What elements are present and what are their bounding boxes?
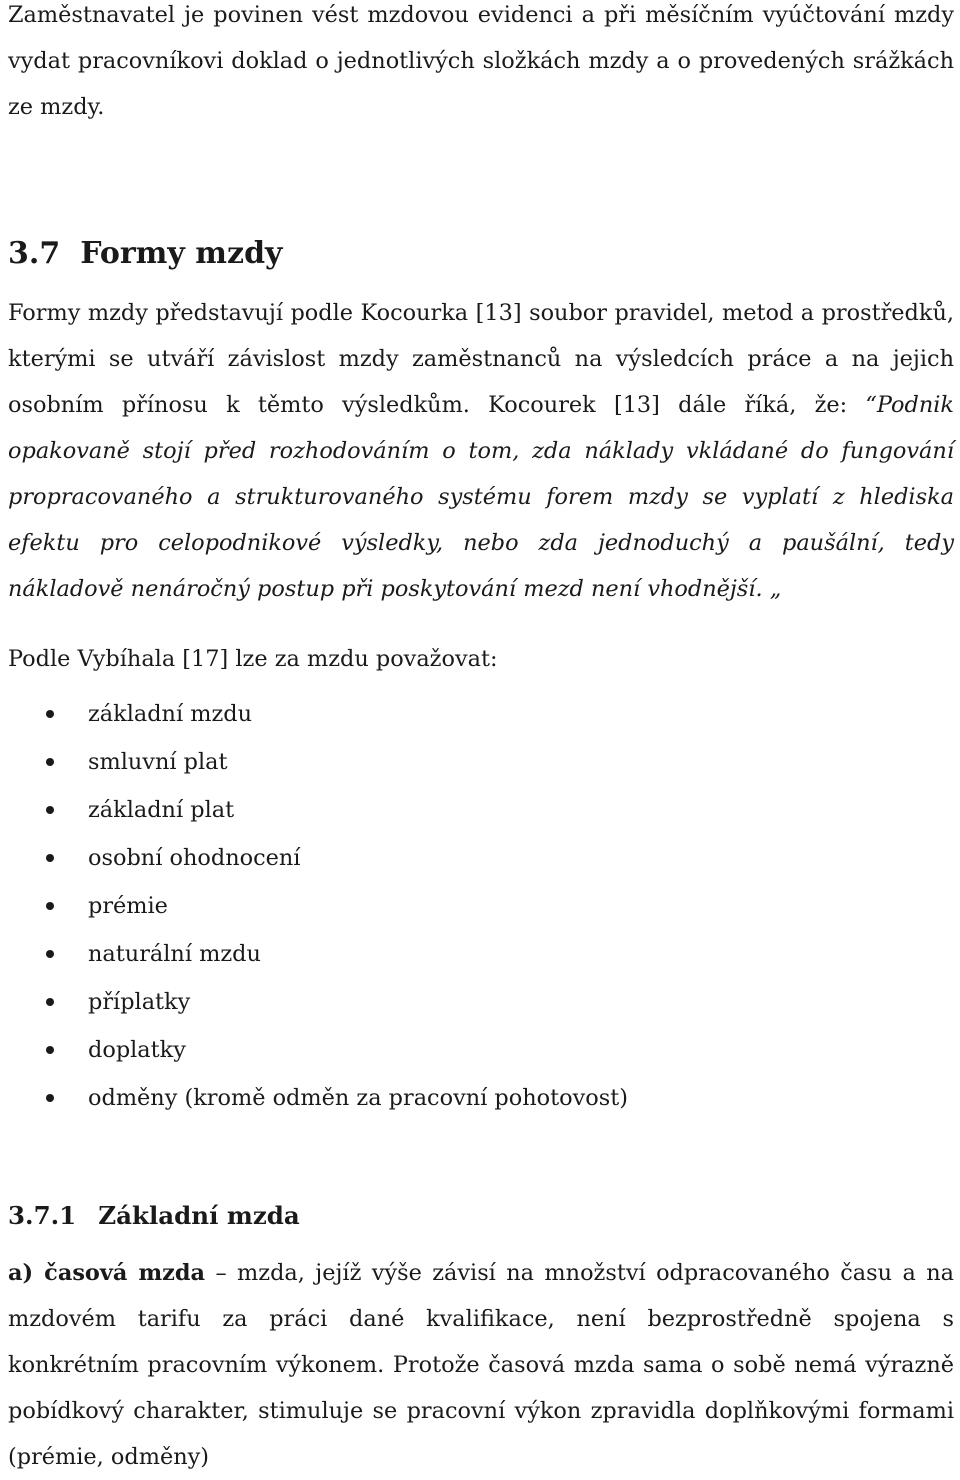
subsection-heading bbox=[8, 1194, 300, 1238]
list-item: základní mzdu bbox=[8, 690, 628, 738]
list-item: naturální mzdu bbox=[8, 930, 628, 978]
bullet-icon bbox=[46, 710, 54, 718]
bullet-icon bbox=[46, 1046, 54, 1054]
subsection-number: 3.7.1 bbox=[8, 1201, 77, 1230]
section-title: Formy mzdy bbox=[80, 236, 283, 271]
bullet-icon bbox=[46, 758, 54, 766]
list-item: odměny (kromě odměn za pracovní pohotovost) bbox=[8, 1074, 628, 1122]
bullet-icon bbox=[46, 854, 54, 862]
kocourek-quote: “Podnik opakovaně stojí před rozhodováním o tom, zda náklady vkládané do fungování propracovaného a strukturovaného systému forem mzdy se vyplatí z hlediska efektu pro celopodnikové výsledky, nebo zda jednoduchý a paušální, tedy nákladově nenáročný postup při poskytování mezd není vhodnější. „ bbox=[8, 392, 954, 602]
list-item: základní plat bbox=[8, 786, 628, 834]
section-heading bbox=[8, 232, 282, 276]
paragraph-vybihal-intro: Podle Vybíhala [17] lze za mzdu považovat: bbox=[8, 646, 498, 672]
list-item: smluvní plat bbox=[8, 738, 628, 786]
subsection-title: Základní mzda bbox=[98, 1201, 300, 1230]
bullet-icon bbox=[46, 806, 54, 814]
list-item: příplatky bbox=[8, 978, 628, 1026]
paragraph-forms-definition bbox=[8, 290, 954, 612]
bullet-icon bbox=[46, 998, 54, 1006]
bullet-icon bbox=[46, 1094, 54, 1102]
bullet-icon bbox=[46, 902, 54, 910]
time-wage-text: – mzda, jejíž výše závisí na množství odpracovaného času a na mzdovém tarifu za práci dané kvalifikace, není bezprostředně spojena s konkrétním pracovním výkonem. Protože časová mzda sama o sobě nemá výrazně pobídkový charakter, stimuluje se pracovní výkon zpravidla doplňkovými formami (prémie, odměny) bbox=[8, 1260, 954, 1470]
section-number: 3.7 bbox=[8, 236, 61, 271]
intro-paragraph: Zaměstnavatel je povinen vést mzdovou evidenci a při měsíčním vyúčtování mzdy vydat pracovníkovi doklad o jednotlivých složkách mzdy a o provedených srážkách ze mzdy. bbox=[8, 2, 954, 120]
list-item: prémie bbox=[8, 882, 628, 930]
time-wage-lead: a) časová mzda bbox=[8, 1260, 206, 1286]
list-item: doplatky bbox=[8, 1026, 628, 1074]
wage-forms-list bbox=[8, 690, 628, 1122]
bullet-icon bbox=[46, 950, 54, 958]
paragraph-time-wage bbox=[8, 1250, 954, 1480]
list-item: osobní ohodnocení bbox=[8, 834, 628, 882]
paragraph-forms-text: Formy mzdy představují podle Kocourka [13] soubor pravidel, metod a prostředků, kterými se utváří závislost mzdy zaměstnanců na výsledcích práce a na jejich osobním přínosu k těmto výsledkům. Kocourek [13] dále říká, že: bbox=[8, 300, 954, 418]
